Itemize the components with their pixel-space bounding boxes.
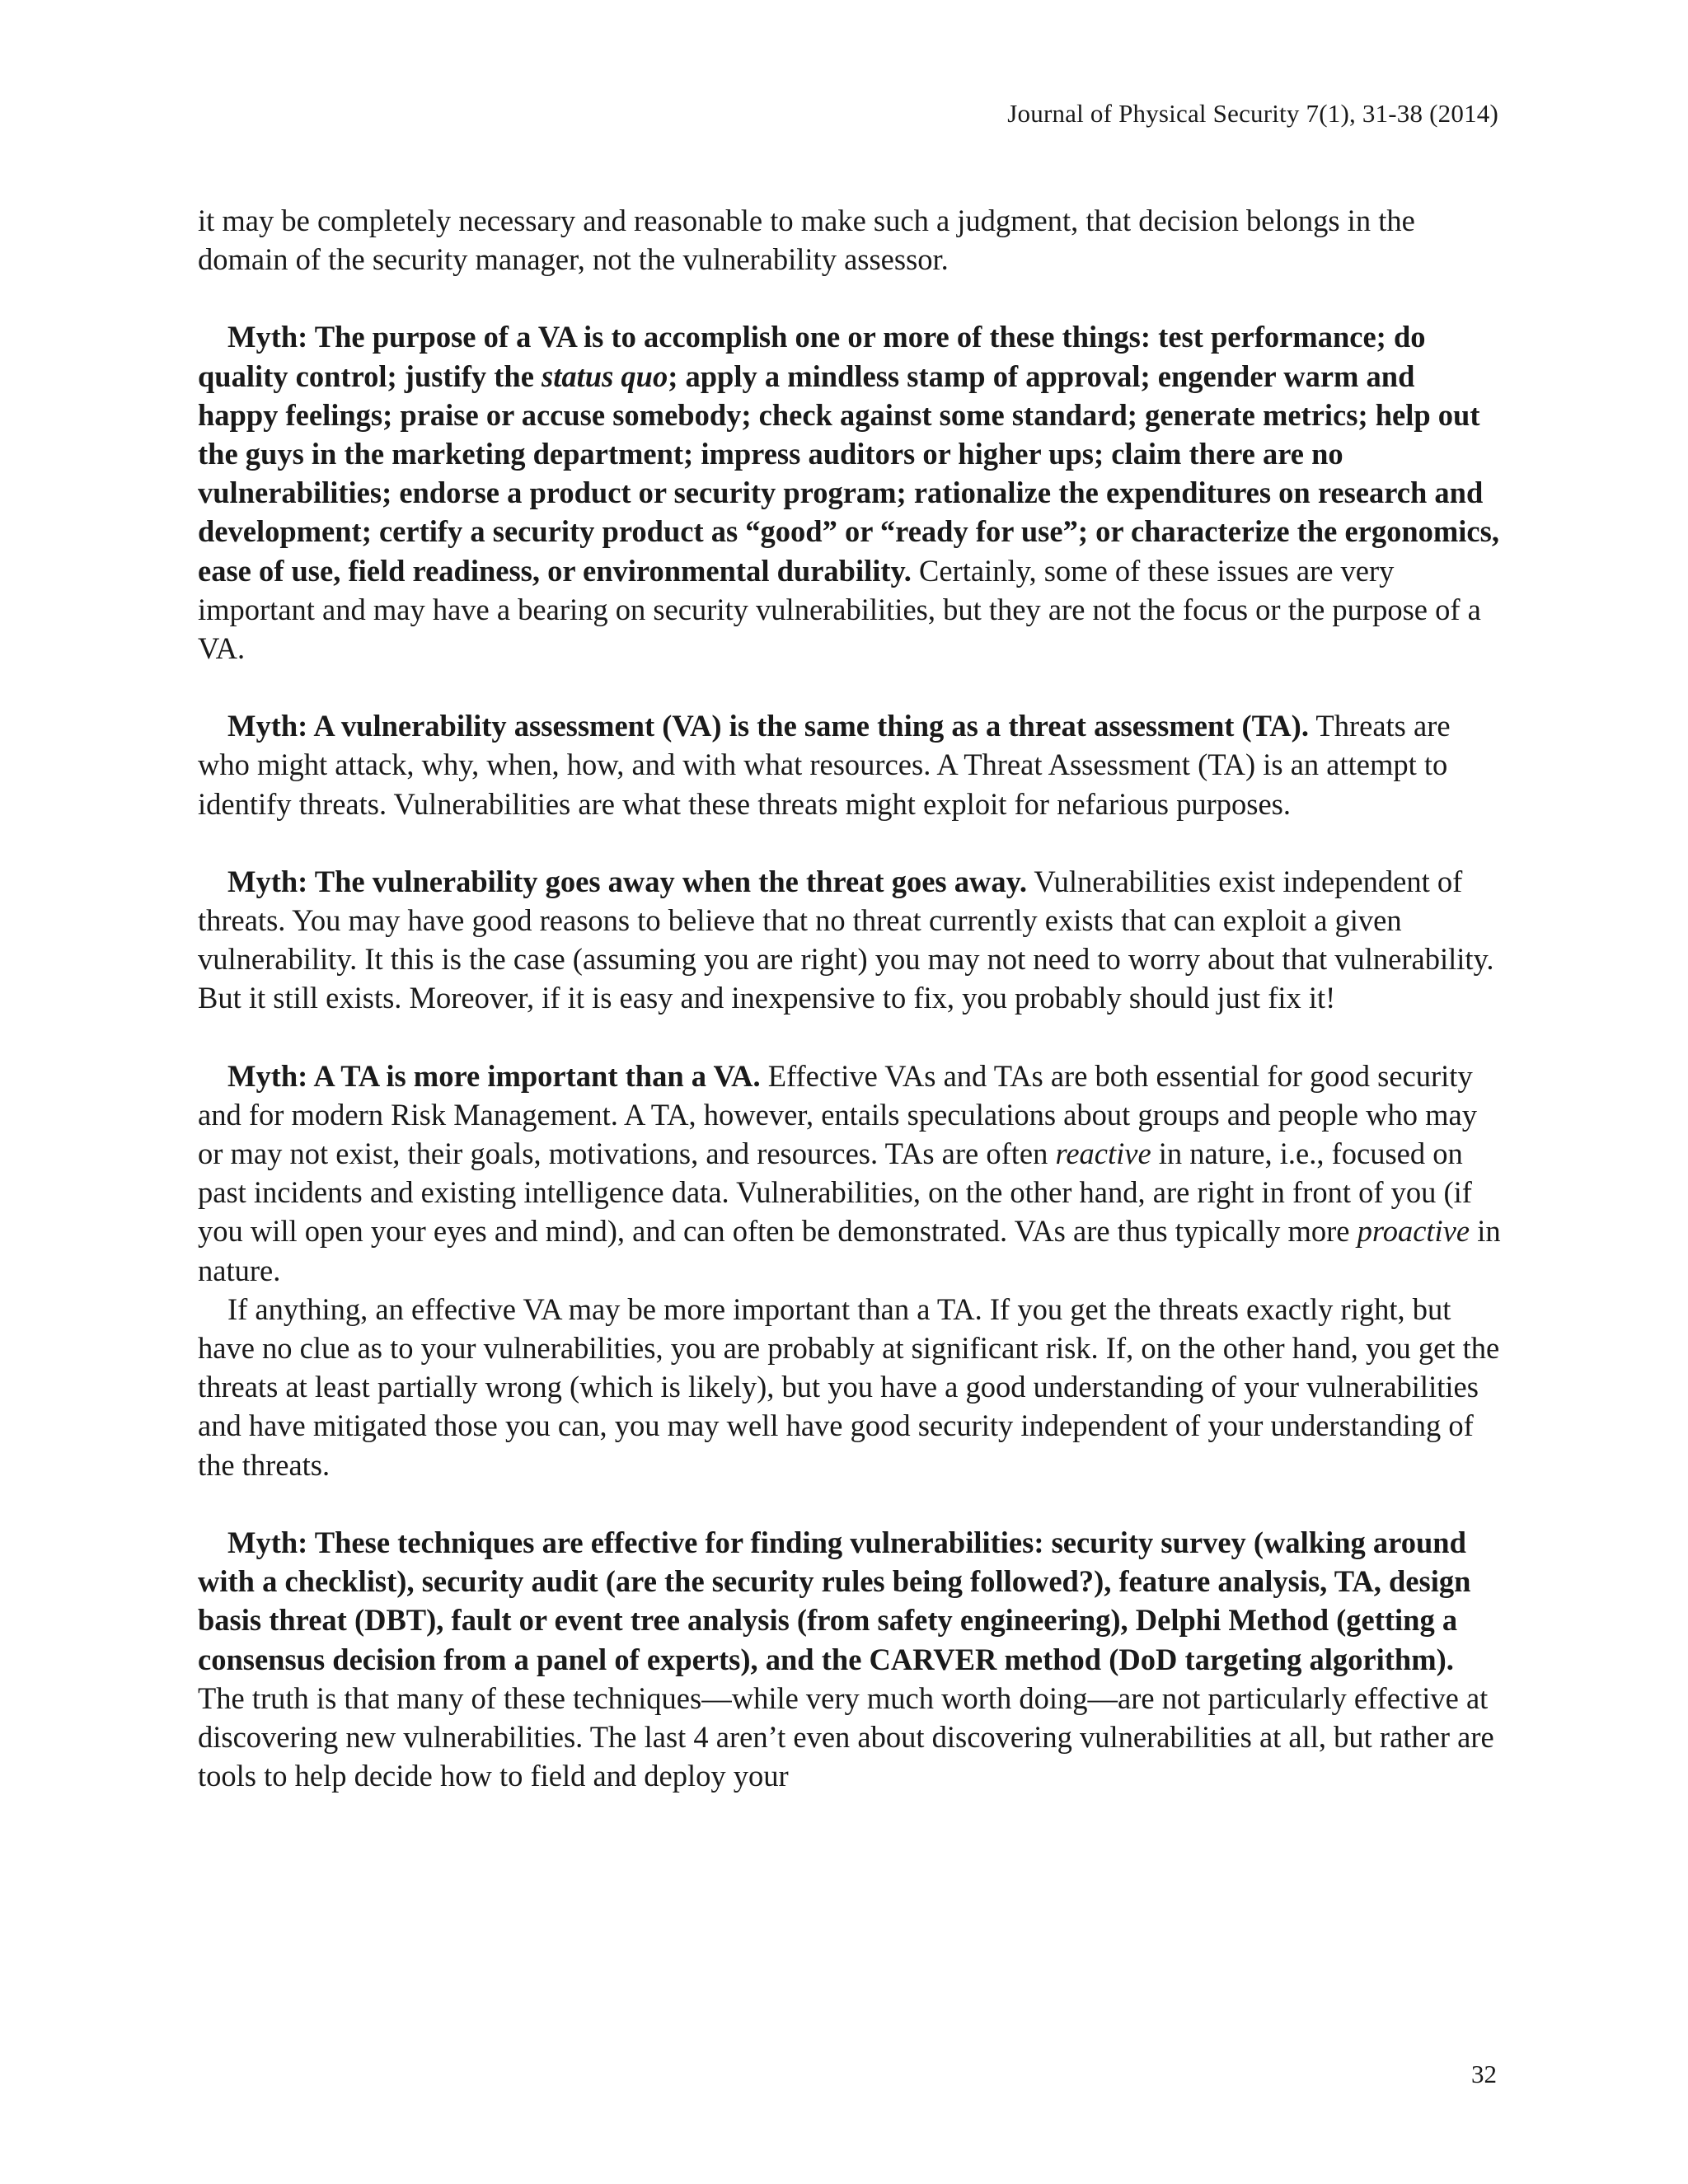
myth-explanation: The truth is that many of these techniques—while very much worth doing—are not particularly effective at discovering new vulnerabilities. The last 4 aren’t even about discovering vulnerabilities at all, but rather are tools to help decide how to field and deploy your — [198, 1680, 1494, 1793]
paragraph-continuation: it may be completely necessary and reasonable to make such a judgment, that decision belongs in the domain of the security manager, not the vulnerability assessor. — [198, 204, 1415, 277]
myth-statement: Myth: These techniques are effective for finding vulnerabilities: security survey (walking around with a checklist), security audit (are the security rules being followed?), feature analysis, TA, design basis threat (DBT), fault or event tree analysis (from safety engineering), Delphi Method (getting a consensus decision from a panel of experts), and the CARVER method (DoD targeting algorithm). — [198, 1525, 1471, 1676]
myth-statement: Myth: A vulnerability assessment (VA) is the same thing as a threat assessment (TA). — [227, 709, 1309, 743]
paragraph-myth-threat-goes-away — [198, 862, 1502, 1018]
page-number: 32 — [1471, 2060, 1497, 2088]
paragraph-va-more-important: If anything, an effective VA may be more important than a TA. If you get the threats exactly right, but have no clue as to your vulnerabilities, you are probably at significant risk. If, on the other hand, you get the threats at least partially wrong (which is likely), but you have a good understanding of your vulnerabilities and have mitigated those you can, you may well have good security independent of your understanding of the threats. — [198, 1291, 1500, 1482]
myth-statement: Myth: A TA is more important than a VA. — [227, 1058, 761, 1093]
myth-explanation: Effective VAs and TAs are both essential for good security and for modern Risk Management. A TA, however, entails speculations about groups and people who may or may not exist, their goals, motivations, and resources. TAs are often reactive in nature, i.e., focused on past incidents and existing intelligence data. Vulnerabilities, on the other hand, are right in front of you (if you will open your eyes and mind), and can often be demonstrated. VAs are thus typically more proactive in nature. — [198, 1058, 1501, 1287]
paragraph-myth-va-purpose — [198, 317, 1502, 668]
myth-explanation: Certainly, some of these issues are very important and may have a bearing on security vulnerabilities, but they are not the focus or the purpose of a VA. — [198, 553, 1481, 666]
paragraph-myth-techniques — [198, 1523, 1502, 1795]
myth-explanation: Threats are who might attack, why, when, how, and with what resources. A Threat Assessment (TA) is an attempt to identify threats. Vulnerabilities are what these threats might exploit for nefarious purposes. — [198, 709, 1451, 821]
article-body — [198, 201, 1502, 1795]
paragraph-myth-va-vs-ta — [198, 706, 1502, 823]
myth-statement: Myth: The purpose of a VA is to accomplish one or more of these things: test performance; do quality control; justify the status quo; apply a mindless stamp of approval; engender warm and happy feelings; praise or accuse somebody; check against some standard; generate metrics; help out the guys in the marketing department; impress auditors or higher ups; claim there are no vulnerabilities; endorse a product or security program; rationalize the expenditures on research and development; certify a security product as “good” or “ready for use”; or characterize the ergonomics, ease of use, field readiness, or environmental durability. — [198, 320, 1499, 588]
myth-statement: Myth: The vulnerability goes away when the threat goes away. — [227, 864, 1027, 898]
journal-running-header: Journal of Physical Security 7(1), 31-38 (2014) — [1007, 99, 1498, 128]
paragraph-myth-ta-more-important — [198, 1057, 1502, 1290]
myth-explanation: Vulnerabilities exist independent of threats. You may have good reasons to believe that no threat currently exists that can exploit a given vulnerability. It this is the case (assuming you are right) you may not need to worry about that vulnerability. But it still exists. Moreover, if it is easy and inexpensive to fix, you probably should just fix it! — [198, 864, 1494, 1015]
